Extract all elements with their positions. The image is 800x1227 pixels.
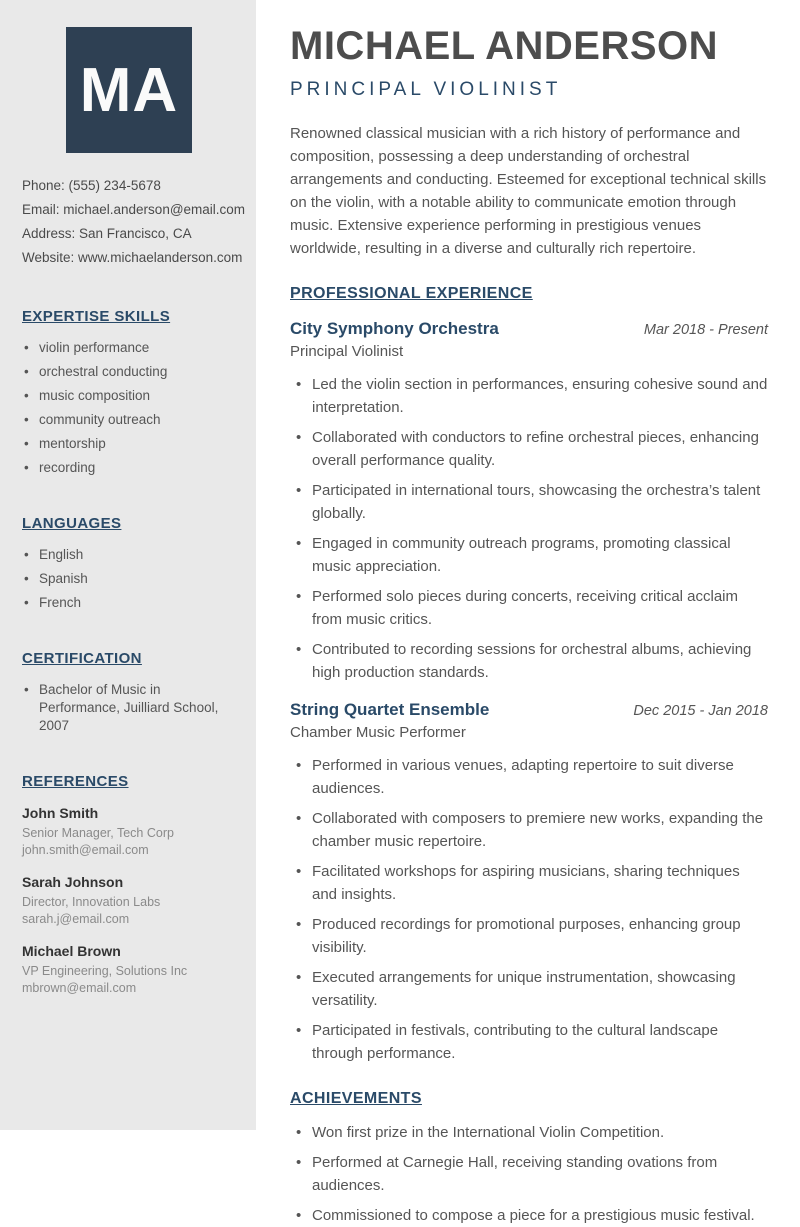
list-item: • Won first prize in the International Violin Competition. bbox=[290, 1121, 768, 1144]
job-header bbox=[290, 319, 768, 339]
languages-heading: LANGUAGES bbox=[22, 515, 122, 532]
reference-role: Senior Manager, Tech Corp bbox=[22, 826, 174, 840]
experience-heading: PROFESSIONAL EXPERIENCE bbox=[290, 285, 533, 302]
skills-list bbox=[22, 339, 236, 477]
sidebar bbox=[0, 0, 256, 1130]
job-dates: Mar 2018 - Present bbox=[643, 322, 768, 338]
list-item: • Facilitated workshops for aspiring musicians, sharing techniques and insights. bbox=[290, 860, 768, 906]
list-item: • Performed in various venues, adapting repertoire to suit diverse audiences. bbox=[290, 754, 768, 800]
list-item: • recording bbox=[22, 459, 236, 477]
certification-list bbox=[22, 681, 236, 735]
job-bullet-list bbox=[290, 373, 768, 684]
job-company: String Quartet Ensemble bbox=[290, 700, 490, 719]
certification-heading: CERTIFICATION bbox=[22, 650, 142, 667]
list-item: • mentorship bbox=[22, 435, 236, 453]
list-item: • Participated in international tours, showcasing the orchestra’s talent globally. bbox=[290, 479, 768, 525]
job-entry bbox=[290, 319, 768, 684]
reference-email: sarah.j@email.com bbox=[22, 912, 130, 926]
list-item: • Bachelor of Music in Performance, Juilliard School, 2007 bbox=[22, 681, 236, 735]
reference-name: Sarah Johnson bbox=[22, 874, 124, 890]
job-bullet-list bbox=[290, 754, 768, 1065]
list-item: • Produced recordings for promotional purposes, enhancing group visibility. bbox=[290, 913, 768, 959]
main-column bbox=[256, 0, 800, 1224]
contact-block bbox=[22, 174, 246, 270]
list-item: • Performed solo pieces during concerts, receiving critical acclaim from music critics. bbox=[290, 585, 768, 631]
job-header bbox=[290, 700, 768, 720]
contact-website: Website: www.michaelanderson.com bbox=[22, 250, 243, 265]
list-item: • Collaborated with composers to premiere new works, expanding the chamber music repertoire. bbox=[290, 807, 768, 853]
list-item: • orchestral conducting bbox=[22, 363, 236, 381]
list-item: • music composition bbox=[22, 387, 236, 405]
job-company: City Symphony Orchestra bbox=[290, 319, 499, 338]
list-item: • Commissioned to compose a piece for a prestigious music festival. bbox=[290, 1204, 768, 1227]
reference-role: VP Engineering, Solutions Inc bbox=[22, 964, 188, 978]
reference-email: mbrown@email.com bbox=[22, 981, 137, 995]
avatar bbox=[66, 27, 192, 153]
job-role: Chamber Music Performer bbox=[290, 724, 466, 741]
list-item: • French bbox=[22, 594, 236, 612]
list-item: • violin performance bbox=[22, 339, 236, 357]
reference-email: john.smith@email.com bbox=[22, 843, 149, 857]
achievements-list bbox=[290, 1121, 768, 1227]
job-dates: Dec 2015 - Jan 2018 bbox=[633, 703, 768, 719]
references-heading: REFERENCES bbox=[22, 773, 129, 790]
summary-paragraph: Renowned classical musician with a rich history of performance and composition, possessing a deep understanding of orchestral arrangements and conducting. Esteemed for exceptional technical skills on the violin, with a notable ability to communicate emotion through music. Extensive experience performing in prestigious venues worldwide, resulting in a diverse and culturally rich repertoire. bbox=[290, 125, 767, 257]
contact-email: Email: michael.anderson@email.com bbox=[22, 202, 246, 217]
skills-heading: EXPERTISE SKILLS bbox=[22, 308, 171, 325]
list-item: • community outreach bbox=[22, 411, 236, 429]
contact-address: Address: San Francisco, CA bbox=[22, 226, 192, 241]
list-item: • Executed arrangements for unique instrumentation, showcasing versatility. bbox=[290, 966, 768, 1012]
avatar-initials: MA bbox=[79, 55, 179, 125]
person-title: PRINCIPAL VIOLINIST bbox=[290, 79, 562, 100]
job-role: Principal Violinist bbox=[290, 343, 404, 360]
job-entry bbox=[290, 700, 768, 1065]
reference-entry bbox=[22, 943, 236, 997]
list-item: • English bbox=[22, 546, 236, 564]
reference-entry bbox=[22, 805, 236, 859]
achievements-heading: ACHIEVEMENTS bbox=[290, 1090, 422, 1107]
list-item: • Contributed to recording sessions for orchestral albums, achieving high production standards. bbox=[290, 638, 768, 684]
list-item: • Collaborated with conductors to refine orchestral pieces, enhancing overall performance quality. bbox=[290, 426, 768, 472]
person-name: MICHAEL ANDERSON bbox=[290, 24, 719, 68]
list-item: • Spanish bbox=[22, 570, 236, 588]
reference-role: Director, Innovation Labs bbox=[22, 895, 161, 909]
list-item: • Led the violin section in performances, ensuring cohesive sound and interpretation. bbox=[290, 373, 768, 419]
reference-name: John Smith bbox=[22, 805, 99, 821]
reference-name: Michael Brown bbox=[22, 943, 121, 959]
list-item: • Participated in festivals, contributing to the cultural landscape through performance. bbox=[290, 1019, 768, 1065]
list-item: • Performed at Carnegie Hall, receiving standing ovations from audiences. bbox=[290, 1151, 768, 1197]
contact-phone: Phone: (555) 234-5678 bbox=[22, 178, 161, 193]
languages-list bbox=[22, 546, 236, 612]
reference-entry bbox=[22, 874, 236, 928]
list-item: • Engaged in community outreach programs, promoting classical music appreciation. bbox=[290, 532, 768, 578]
